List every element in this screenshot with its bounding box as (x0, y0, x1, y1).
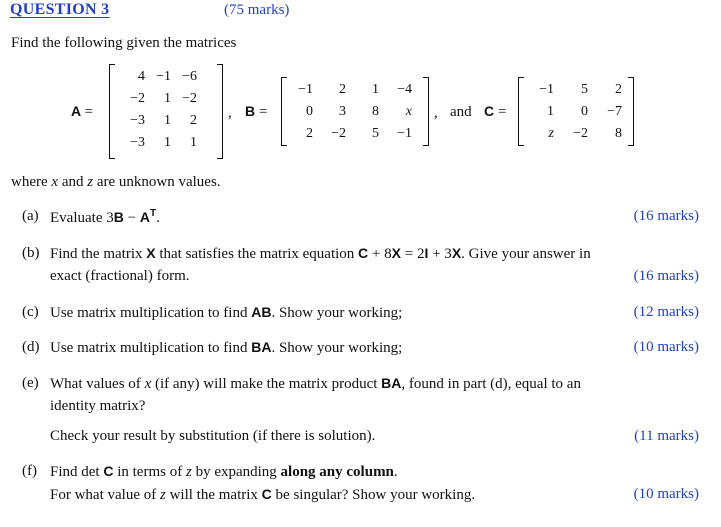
matrix-a-cell: −2 (130, 91, 145, 106)
part-e-line3: Check your result by substitution (if there is solution). (50, 428, 376, 444)
matrix-a-label: A = (71, 103, 93, 120)
matrix-c-cell: z (548, 126, 554, 141)
matrix-c-cell: 1 (547, 104, 554, 119)
matrix-b-cell: x (405, 104, 412, 119)
matrix-a-cell: 1 (164, 91, 171, 106)
matrix-b-cell: −2 (331, 126, 346, 141)
matrix-b-cell: 5 (372, 126, 379, 141)
matrix-a-cell: −3 (130, 113, 145, 128)
matrix-c-cell: −2 (573, 126, 588, 141)
part-a-marks: (16 marks) (633, 208, 699, 224)
matrix-a-cell: −2 (182, 91, 197, 106)
comma-2: , (434, 105, 438, 121)
matrix-a-cell: 1 (190, 135, 197, 150)
matrix-b-cell: 1 (372, 82, 379, 97)
matrix-b (281, 77, 429, 146)
matrix-b-cell: 3 (339, 104, 346, 119)
part-a-text: Evaluate $3B - A^T$. (50, 208, 160, 226)
part-e-line2: identity matrix? (50, 398, 146, 414)
matrix-c (518, 77, 634, 146)
intro-text: Find the following given the matrices (11, 35, 237, 51)
matrix-b-label: B = (245, 103, 268, 120)
matrix-c-cell: 2 (615, 82, 622, 97)
part-f-marks: (10 marks) (633, 486, 699, 502)
part-a-label: (a) (22, 208, 39, 224)
matrix-b-cell: 0 (306, 104, 313, 119)
part-b-line1: Find the matrix X that satisfies the matrix equation C + 8X = 2I + 3X. Give your answer in (50, 245, 591, 262)
matrix-a-cell: 1 (164, 113, 171, 128)
matrix-c-cell: −7 (607, 104, 622, 119)
part-f-line1: Find det C in terms of z by expanding along any column. (50, 463, 398, 480)
matrix-b-cell: −1 (397, 126, 412, 141)
matrix-a-cell: −3 (130, 135, 145, 150)
part-c-text: Use matrix multiplication to find AB. Show your working; (50, 304, 403, 321)
matrix-c-label: C = (484, 103, 507, 120)
part-f-line2: For what value of z will the matrix C be singular? Show your working. (50, 486, 476, 503)
question-total-marks: (75 marks) (224, 2, 290, 18)
matrix-a-cell: 1 (164, 135, 171, 150)
and-text: and (450, 104, 472, 120)
matrix-a-cell: −1 (156, 69, 171, 84)
matrix-b-cell: −4 (397, 82, 412, 97)
part-b-marks: (16 marks) (633, 268, 699, 284)
part-e-marks: (11 marks) (634, 428, 699, 444)
comma-1: , (228, 105, 232, 121)
matrix-b-cell: 2 (339, 82, 346, 97)
matrix-c-cell: 8 (615, 126, 622, 141)
matrix-a-cell: 2 (190, 113, 197, 128)
part-d-marks: (10 marks) (633, 339, 699, 355)
part-e-label: (e) (22, 375, 39, 391)
part-d-label: (d) (22, 339, 40, 355)
matrix-b-cell: 2 (306, 126, 313, 141)
part-e-line1: What values of x (if any) will make the matrix product BA, found in part (d), equal to an (50, 375, 581, 392)
part-b-line2: exact (fractional) form. (50, 268, 190, 284)
matrix-a-cell: 4 (138, 69, 145, 84)
part-c-marks: (12 marks) (633, 304, 699, 320)
matrix-a-cell: −6 (182, 69, 197, 84)
part-f-label: (f) (22, 463, 37, 479)
matrix-a (109, 64, 223, 159)
matrix-b-cell: 8 (372, 104, 379, 119)
matrix-c-cell: 0 (581, 104, 588, 119)
matrix-b-cell: −1 (298, 82, 313, 97)
matrix-c-cell: −1 (539, 82, 554, 97)
part-c-label: (c) (22, 304, 39, 320)
question-title: QUESTION 3 (10, 1, 110, 18)
part-b-label: (b) (22, 245, 40, 261)
part-d-text: Use matrix multiplication to find BA. Show your working; (50, 339, 403, 356)
where-text: where x and z are unknown values. (11, 174, 221, 190)
matrix-c-cell: 5 (581, 82, 588, 97)
